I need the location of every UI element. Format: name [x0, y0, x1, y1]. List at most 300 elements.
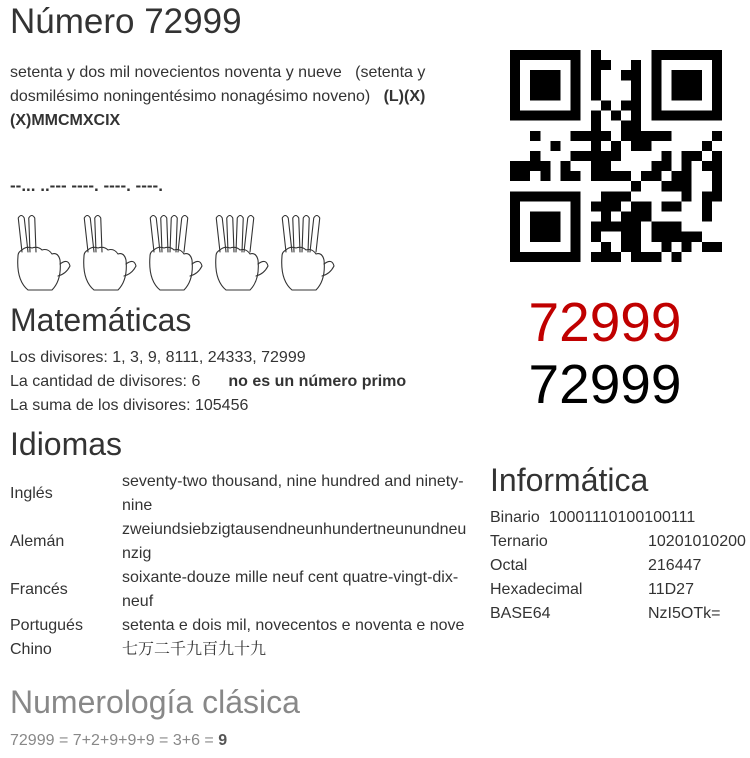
qr-module	[682, 242, 692, 252]
qr-module	[591, 141, 601, 151]
qr-module	[661, 181, 671, 191]
qr-module	[712, 151, 722, 161]
qr-module	[631, 111, 641, 121]
divisors-line: Los divisores: 1, 3, 9, 8111, 24333, 72999	[10, 349, 306, 366]
qr-module	[651, 111, 661, 121]
qr-module	[601, 191, 611, 201]
qr-module	[601, 131, 611, 141]
qr-module	[702, 212, 712, 222]
qr-module	[560, 191, 570, 201]
qr-module	[661, 131, 671, 141]
languages-heading: Idiomas	[10, 426, 123, 462]
qr-module	[581, 151, 591, 161]
finger-shape	[236, 216, 243, 253]
qr-module	[530, 131, 540, 141]
qr-module	[601, 151, 611, 161]
base-name: BASE64	[490, 605, 551, 622]
qr-module	[651, 232, 661, 242]
qr-module	[631, 242, 641, 252]
qr-module	[672, 232, 682, 242]
qr-module	[651, 252, 661, 262]
qr-module	[540, 80, 550, 90]
qr-module	[510, 171, 520, 181]
qr-module	[550, 232, 560, 242]
qr-module	[571, 171, 581, 181]
qr-module	[571, 242, 581, 252]
table-row	[490, 578, 746, 602]
qr-module	[550, 141, 560, 151]
qr-module	[682, 90, 692, 100]
qr-module	[510, 232, 520, 242]
qr-module	[672, 222, 682, 232]
qr-module	[712, 111, 722, 121]
qr-module	[591, 232, 601, 242]
finger-shape	[227, 216, 234, 253]
binary-value: 10001110100100111	[548, 509, 696, 526]
qr-module	[661, 222, 671, 232]
qr-module	[560, 50, 570, 60]
qr-module	[510, 80, 520, 90]
hand-signs	[8, 210, 338, 292]
hand-sign-9	[150, 216, 202, 291]
qr-module	[702, 191, 712, 201]
finger-shape	[244, 216, 254, 253]
qr-module	[611, 201, 621, 211]
numerology-expression: 72999 = 7+2+9+9+9 = 3+6 =	[10, 732, 214, 749]
qr-module	[641, 252, 651, 262]
qr-module	[510, 161, 520, 171]
qr-module	[510, 60, 520, 70]
finger-shape	[161, 216, 168, 253]
language-value: 七万二千九百九十九	[122, 641, 267, 658]
qr-module	[520, 171, 530, 181]
qr-module	[712, 181, 722, 191]
qr-module	[702, 161, 712, 171]
qr-module	[672, 252, 682, 262]
qr-module	[672, 70, 682, 80]
language-name: Chino	[10, 641, 52, 658]
qr-module	[530, 50, 540, 60]
qr-module	[712, 60, 722, 70]
qr-module	[682, 111, 692, 121]
finger-shape	[95, 216, 102, 253]
qr-module	[591, 111, 601, 121]
qr-module	[540, 171, 550, 181]
qr-module	[510, 252, 520, 262]
qr-module	[571, 232, 581, 242]
qr-module	[672, 171, 682, 181]
qr-module	[571, 191, 581, 201]
qr-module	[530, 90, 540, 100]
qr-module	[661, 201, 671, 211]
finger-shape	[18, 216, 28, 253]
table-row	[490, 530, 746, 554]
qr-module	[591, 131, 601, 141]
ordinal-words: (setenta y dosmilésimo noningentésimo nonagésimo noveno)	[10, 64, 426, 105]
qr-module	[702, 141, 712, 151]
finger-shape	[310, 216, 320, 253]
base-value: NzI5OTk=	[648, 605, 721, 622]
qr-module	[641, 212, 651, 222]
palm-shape	[84, 247, 127, 290]
page-title: Número 72999	[10, 2, 242, 41]
finger-shape	[216, 216, 226, 253]
qr-module	[682, 232, 692, 242]
qr-module	[510, 90, 520, 100]
qr-module	[571, 80, 581, 90]
qr-module	[591, 171, 601, 181]
qr-module	[621, 100, 631, 110]
qr-module	[510, 50, 520, 60]
qr-module	[661, 151, 671, 161]
table-row	[490, 554, 746, 578]
qr-module	[692, 90, 702, 100]
qr-module	[672, 50, 682, 60]
qr-module	[571, 201, 581, 211]
qr-module	[621, 222, 631, 232]
qr-module	[601, 252, 611, 262]
qr-module	[520, 252, 530, 262]
qr-module	[631, 141, 641, 151]
morse-code: --... ..--- ----. ----. ----.	[10, 176, 163, 195]
qr-module	[712, 50, 722, 60]
qr-module	[621, 70, 631, 80]
numerology-line	[10, 729, 227, 753]
qr-module	[661, 50, 671, 60]
hand-sign-9	[282, 216, 334, 291]
qr-module	[631, 252, 641, 262]
qr-module	[661, 242, 671, 252]
palm-shape	[150, 247, 193, 290]
qr-module	[571, 60, 581, 70]
qr-module	[631, 100, 641, 110]
qr-module	[631, 212, 641, 222]
qr-module	[550, 80, 560, 90]
qr-module	[682, 80, 692, 90]
qr-module	[611, 141, 621, 151]
qr-module	[510, 212, 520, 222]
qr-module	[631, 80, 641, 90]
qr-module	[672, 90, 682, 100]
qr-module	[621, 191, 631, 201]
qr-module	[682, 181, 692, 191]
qr-module	[651, 70, 661, 80]
qr-module	[712, 80, 722, 90]
qr-module	[631, 181, 641, 191]
qr-module	[601, 242, 611, 252]
qr-module	[540, 50, 550, 60]
qr-module	[560, 111, 570, 121]
base-name: Octal	[490, 557, 528, 574]
qr-module	[651, 60, 661, 70]
qr-module	[651, 90, 661, 100]
qr-module	[540, 111, 550, 121]
finger-shape	[293, 216, 300, 253]
qr-module	[631, 232, 641, 242]
qr-module	[571, 212, 581, 222]
qr-module	[591, 161, 601, 171]
qr-code	[510, 50, 722, 262]
qr-module	[540, 252, 550, 262]
language-name: Inglés	[10, 485, 53, 502]
finger-shape	[302, 216, 309, 253]
hand-sign-9	[216, 216, 268, 291]
finger-shape	[84, 216, 94, 253]
base-value: 10201010200	[648, 533, 746, 550]
qr-module	[571, 70, 581, 80]
qr-module	[651, 222, 661, 232]
base-name: Ternario	[490, 533, 548, 550]
qr-module	[530, 161, 540, 171]
qr-module	[682, 171, 692, 181]
qr-module	[712, 171, 722, 181]
qr-module	[641, 171, 651, 181]
qr-module	[641, 201, 651, 211]
qr-module	[682, 70, 692, 80]
qr-module	[631, 201, 641, 211]
qr-module	[682, 151, 692, 161]
base-name: Hexadecimal	[490, 581, 583, 598]
qr-module	[702, 50, 712, 60]
qr-module	[651, 100, 661, 110]
qr-module	[621, 242, 631, 252]
table-row	[490, 602, 746, 626]
table-row	[10, 518, 467, 566]
qr-module	[550, 50, 560, 60]
qr-module	[621, 131, 631, 141]
qr-module	[661, 111, 671, 121]
qr-module	[530, 80, 540, 90]
qr-module	[611, 252, 621, 262]
language-value: zweiundsiebzigtausendneunhundertneunundneunzig	[122, 521, 467, 562]
qr-module	[702, 111, 712, 121]
spanish-words: setenta y dos mil novecientos noventa y nueve	[10, 64, 342, 81]
qr-module	[530, 191, 540, 201]
qr-module	[611, 222, 621, 232]
qr-module	[682, 161, 692, 171]
qr-module	[611, 191, 621, 201]
numerology-result: 9	[218, 732, 228, 749]
qr-module	[601, 171, 611, 181]
binary-line	[490, 506, 695, 530]
qr-module	[510, 201, 520, 211]
math-heading: Matemáticas	[10, 302, 192, 338]
qr-module	[571, 151, 581, 161]
qr-module	[510, 70, 520, 80]
qr-module	[712, 131, 722, 141]
base-value: 216447	[648, 557, 702, 574]
table-row	[10, 470, 467, 518]
divisor-sum-line: La suma de los divisores: 105456	[10, 397, 249, 414]
qr-module	[651, 50, 661, 60]
qr-module	[712, 242, 722, 252]
qr-module	[540, 191, 550, 201]
qr-module	[571, 100, 581, 110]
qr-module	[560, 161, 570, 171]
table-row	[10, 566, 467, 614]
qr-module	[591, 201, 601, 211]
qr-module	[591, 80, 601, 90]
qr-module	[611, 111, 621, 121]
qr-module	[550, 222, 560, 232]
divisor-count-line	[10, 370, 406, 394]
qr-module	[550, 111, 560, 121]
qr-module	[530, 70, 540, 80]
qr-module	[712, 100, 722, 110]
qr-module	[702, 242, 712, 252]
qr-module	[571, 222, 581, 232]
qr-module	[520, 111, 530, 121]
qr-module	[601, 60, 611, 70]
qr-module	[571, 111, 581, 121]
qr-module	[571, 50, 581, 60]
qr-module	[631, 222, 641, 232]
qr-module	[520, 161, 530, 171]
qr-module	[520, 191, 530, 201]
qr-module	[651, 161, 661, 171]
informatica-table	[490, 530, 746, 626]
qr-module	[601, 212, 611, 222]
math-section	[10, 346, 406, 418]
finger-shape	[178, 216, 188, 253]
qr-module	[621, 121, 631, 131]
qr-module	[571, 252, 581, 262]
qr-module	[702, 201, 712, 211]
qr-module	[591, 222, 601, 232]
qr-module	[540, 222, 550, 232]
qr-module	[712, 90, 722, 100]
numerology-heading: Numerología clásica	[10, 684, 300, 720]
qr-module	[591, 50, 601, 60]
qr-module	[712, 161, 722, 171]
qr-module	[631, 70, 641, 80]
qr-module	[692, 111, 702, 121]
palm-shape	[18, 247, 61, 290]
qr-module	[692, 50, 702, 60]
qr-module	[550, 191, 560, 201]
qr-module	[651, 80, 661, 90]
qr-module	[591, 70, 601, 80]
qr-module	[530, 232, 540, 242]
qr-module	[530, 151, 540, 161]
qr-module	[550, 212, 560, 222]
qr-module	[672, 111, 682, 121]
language-value: seventy-two thousand, nine hundred and ninety-nine	[122, 473, 464, 514]
qr-module	[560, 252, 570, 262]
finger-shape	[150, 216, 160, 253]
qr-module	[631, 131, 641, 141]
qr-module	[682, 191, 692, 201]
qr-module	[692, 80, 702, 90]
roman-numeral: (L)(X)(X)MMCMXCIX	[10, 88, 426, 129]
qr-module	[601, 201, 611, 211]
qr-module	[661, 161, 671, 171]
qr-module	[712, 70, 722, 80]
palm-shape	[282, 247, 325, 290]
language-value: soixante-douze mille neuf cent quatre-vingt-dix-neuf	[122, 569, 459, 610]
finger-shape	[29, 216, 36, 253]
big-number-black: 72999	[528, 353, 682, 415]
table-row	[10, 614, 467, 638]
qr-module	[601, 222, 611, 232]
qr-module	[540, 90, 550, 100]
qr-module	[571, 90, 581, 100]
divisor-count: La cantidad de divisores: 6	[10, 373, 201, 390]
qr-module	[510, 242, 520, 252]
qr-module	[510, 111, 520, 121]
qr-module	[540, 70, 550, 80]
hand-sign-2	[84, 216, 136, 291]
hand-sign-7	[18, 216, 70, 291]
qr-module	[591, 60, 601, 70]
qr-module	[631, 121, 641, 131]
qr-module	[540, 212, 550, 222]
qr-module	[530, 111, 540, 121]
qr-module	[692, 232, 702, 242]
qr-module	[560, 171, 570, 181]
informatica-heading: Informática	[490, 462, 649, 498]
qr-module	[682, 50, 692, 60]
qr-module	[672, 201, 682, 211]
language-name: Alemán	[10, 533, 65, 550]
qr-module	[591, 90, 601, 100]
qr-module	[540, 161, 550, 171]
qr-module	[692, 70, 702, 80]
qr-module	[510, 191, 520, 201]
qr-module	[530, 222, 540, 232]
qr-module	[692, 151, 702, 161]
qr-module	[621, 171, 631, 181]
qr-module	[621, 212, 631, 222]
qr-module	[550, 90, 560, 100]
table-row	[10, 638, 467, 662]
qr-module	[601, 100, 611, 110]
palm-shape	[216, 247, 259, 290]
qr-module	[591, 121, 601, 131]
qr-module	[651, 131, 661, 141]
qr-module	[591, 151, 601, 161]
prime-status: no es un número primo	[228, 373, 407, 390]
qr-module	[520, 50, 530, 60]
qr-module	[550, 252, 560, 262]
qr-module	[712, 191, 722, 201]
qr-module	[530, 212, 540, 222]
qr-module	[601, 161, 611, 171]
number-words	[10, 61, 472, 133]
language-value: setenta e dois mil, novecentos e noventa e nove	[122, 617, 465, 634]
finger-shape	[282, 216, 292, 253]
language-name: Portugués	[10, 617, 83, 634]
qr-module	[672, 181, 682, 191]
finger-shape	[170, 216, 177, 253]
qr-module	[510, 222, 520, 232]
qr-module	[510, 100, 520, 110]
qr-module	[591, 252, 601, 262]
qr-module	[631, 60, 641, 70]
binary-label: Binario	[490, 509, 540, 526]
qr-module	[540, 232, 550, 242]
languages-table	[10, 470, 467, 662]
qr-module	[641, 131, 651, 141]
qr-module	[631, 90, 641, 100]
qr-module	[550, 70, 560, 80]
big-number-red: 72999	[528, 291, 682, 353]
language-name: Francés	[10, 581, 68, 598]
qr-module	[611, 171, 621, 181]
qr-module	[581, 131, 591, 141]
qr-module	[571, 131, 581, 141]
qr-module	[672, 80, 682, 90]
